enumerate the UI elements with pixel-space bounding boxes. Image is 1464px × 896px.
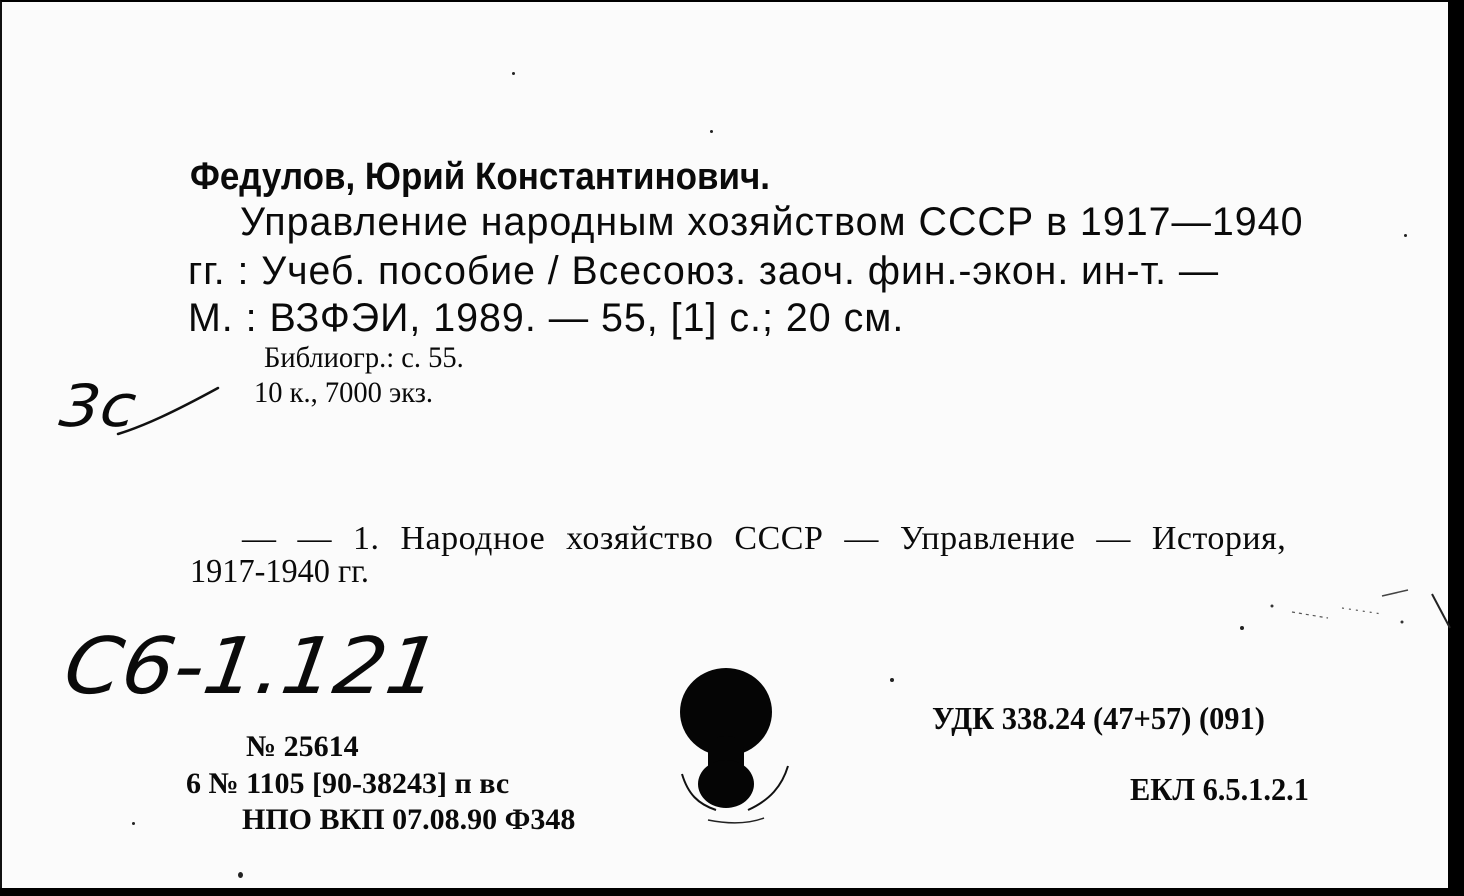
handwritten-call-number: С6-1.121	[58, 622, 446, 712]
subject-heading-line-2: 1917-1940 гг.	[190, 553, 369, 590]
ekl-classification: ЕКЛ 6.5.1.2.1	[1130, 771, 1309, 807]
scan-speck	[1404, 234, 1407, 237]
card-punch-hole	[678, 666, 798, 836]
udk-classification: УДК 338.24 (47+57) (091)	[932, 700, 1265, 736]
title-line-3: М. : ВЗФЭИ, 1989. — 55, [1] с.; 20 см.	[188, 296, 905, 340]
subject-heading-line-1: — — 1. Народное хозяйство СССР — Управление — История,	[242, 520, 1287, 557]
accession-number: № 25614	[246, 730, 359, 763]
scan-speck	[238, 872, 243, 878]
scan-speck	[512, 72, 515, 75]
bibliography-note: Библиогр.: с. 55.	[264, 341, 464, 374]
scan-speck	[710, 130, 713, 133]
scan-speck	[890, 678, 894, 682]
print-order-line: 6 № 1105 [90-38243] п вс	[186, 767, 510, 800]
author-heading: Федулов, Юрий Константинович.	[190, 156, 771, 198]
price-print-run-note: 10 к., 7000 экз.	[254, 376, 434, 409]
handwritten-mark: 3с	[56, 372, 140, 440]
handwritten-stroke	[114, 382, 224, 442]
scan-noise	[1232, 588, 1452, 648]
printer-line: НПО ВКП 07.08.90 Ф348	[242, 803, 576, 836]
title-line-2: гг. : Учеб. пособие / Всесоюз. заоч. фин.-экон. ин-т. —	[188, 249, 1220, 293]
scan-speck	[132, 822, 135, 825]
title-line-1: Управление народным хозяйством СССР в 1917—1940	[240, 200, 1304, 244]
